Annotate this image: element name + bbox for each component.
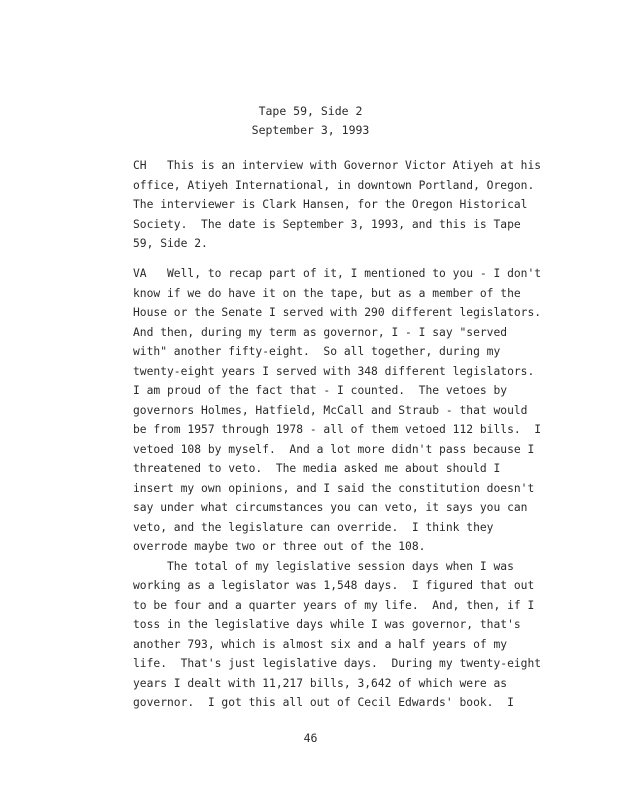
date-heading: September 3, 1993 (251, 123, 370, 137)
text-line: VA Well, to recap part of it, I mentioned to you - I don't (133, 267, 542, 280)
text-line: know if we do have it on the tape, but as a member of the (133, 286, 521, 300)
page-number: 46 (303, 731, 318, 745)
text-line: another 793, which is almost six and a half years of my (133, 637, 508, 651)
interviewer-paragraph (133, 156, 613, 254)
text-line: threatened to veto. The media asked me about should I (133, 462, 501, 475)
text-line: say under what circumstances you can veto, it says you can (133, 501, 528, 514)
text-line: overrode maybe two or three out of the 108. (133, 540, 426, 553)
text-line: insert my own opinions, and I said the constitution doesn't (133, 481, 535, 495)
text-line: CH This is an interview with Governor Victor Atiyeh at his (133, 159, 542, 172)
text-line: House or the Senate I served with 290 different legislators. (133, 306, 542, 319)
text-line: The total of my legislative session days when I was (133, 559, 514, 573)
text-line: The interviewer is Clark Hansen, for the Oregon Historical (133, 198, 528, 211)
text-line: to be four and a quarter years of my life. And, then, if I (133, 598, 535, 612)
text-line: with" another fifty-eight. So all together, during my (133, 345, 501, 358)
text-line: office, Atiyeh International, in downtown Portland, Oregon. (133, 178, 535, 192)
text-line: life. That's just legislative days. During my twenty-eight (133, 657, 542, 670)
text-line: governor. I got this all out of Cecil Edwards' book. I (133, 696, 514, 709)
text-line: And then, during my term as governor, I - I say "served (133, 325, 508, 339)
interviewee-paragraph (133, 264, 613, 713)
text-line: years I dealt with 11,217 bills, 3,642 of which were as (133, 676, 508, 690)
text-line: governors Holmes, Hatfield, McCall and Straub - that would (133, 403, 528, 417)
text-line: twenty-eight years I served with 348 different legislators. (133, 364, 535, 378)
text-line: working as a legislator was 1,548 days. I figured that out (133, 579, 535, 592)
text-line: veto, and the legislature can override. I think they (133, 520, 494, 534)
text-line: be from 1957 through 1978 - all of them vetoed 112 bills. I (133, 423, 542, 436)
text-line: I am proud of the fact that - I counted. The vetoes by (133, 384, 508, 397)
text-line: vetoed 108 by myself. And a lot more didn't pass because I (133, 442, 535, 456)
text-line: 59, Side 2. (133, 237, 208, 250)
text-line: Society. The date is September 3, 1993, and this is Tape (133, 217, 521, 231)
text-line: toss in the legislative days while I was governor, that's (133, 618, 521, 631)
tape-heading: Tape 59, Side 2 (258, 104, 363, 118)
